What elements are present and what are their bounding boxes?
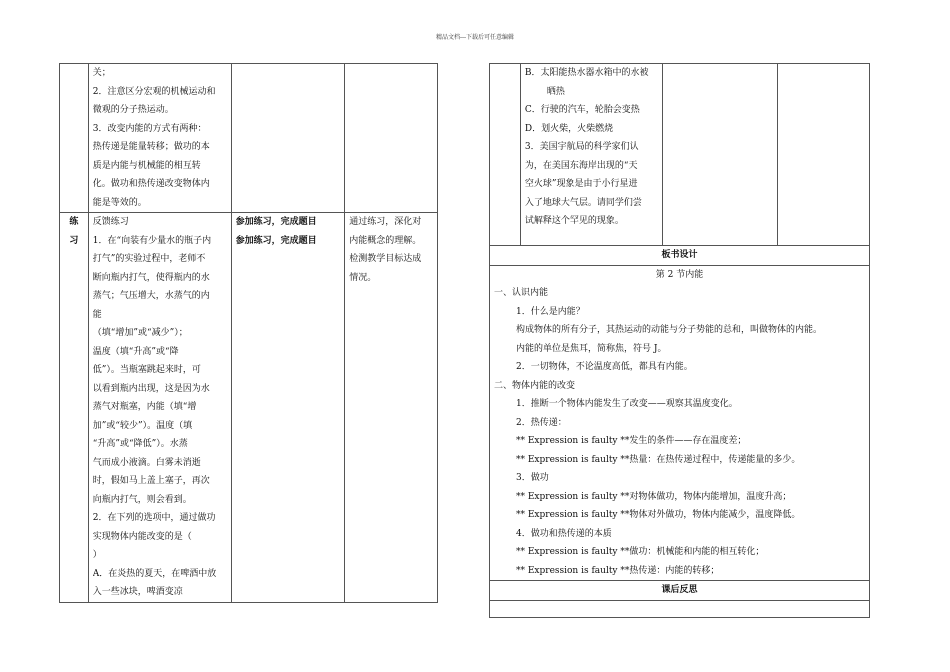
text-line: 3．改变内能的方式有两种： [92, 123, 207, 134]
board-subtitle: 第 2 节内能 [655, 269, 704, 280]
stage-label-practice: 练 习 [60, 213, 89, 603]
reflection-title: 课后反思 [490, 581, 870, 601]
design-intent-cell [345, 213, 438, 603]
page-header: 精品文档---下载后可任意编辑 [435, 34, 515, 41]
right-row1-student-cell [662, 64, 778, 246]
board-line: ** Expression is faulty **物体对外做功，物体内能减少，温度降低。 [516, 510, 801, 520]
text-line: 加”或“较少”）。温度（填 [92, 420, 193, 431]
right-row-1 [490, 64, 870, 246]
text-line: ） [92, 550, 102, 560]
left-row-2 [60, 213, 438, 603]
text-line: D．划火柴，火柴燃烧 [524, 123, 614, 134]
text-line: “升高”或“降低”）。水蒸 [92, 439, 188, 449]
text-line: 微观的分子热运动。 [92, 105, 174, 115]
board-line: 1．推断一个物体内能发生了改变——观察其温度变化。 [516, 399, 738, 409]
text-line: 以看到瓶内出现，这是因为水 [92, 383, 210, 394]
text-line: 1．在“向装有少量水的瓶子内 [92, 235, 212, 246]
text-line: 入一些冰块，啤酒变凉 [92, 587, 183, 597]
board-line: 构成物体的所有分子，其热运动的动能与分子势能的总和，叫做物体的内能。 [516, 325, 823, 335]
text-line: B．太阳能热水器水箱中的水被 [524, 68, 649, 78]
text-line: 2．注意区分宏观的机械运动和 [92, 86, 216, 97]
board-line: ** Expression is faulty **热量：在热传递过程中，传递能量的多少。 [516, 454, 801, 465]
text-line: 内能概念的理解。 [349, 235, 422, 246]
text-line: 质是内能与机械能的相互转 [92, 160, 201, 171]
reflection-title-row [490, 581, 870, 601]
text-line: （填“增加”或“减少”）； [92, 328, 188, 338]
text-line: C．行驶的汽车，轮胎会变热 [524, 105, 640, 115]
text-line: 实现物体内能改变的是（ [92, 531, 192, 542]
right-row1-stage-cell [490, 64, 521, 246]
board-line: ** Expression is faulty **做功：机械能和内能的相互转化； [516, 547, 765, 557]
board-design-content-row [490, 265, 870, 581]
reflection-content [490, 600, 870, 617]
board-line: ** Expression is faulty **热传递：内能的转移； [516, 565, 720, 576]
text-line: 时，假如马上盖上塞子，再次 [92, 476, 210, 486]
text-line: 温度（填“升高”或“降 [92, 346, 179, 357]
text-line: 热传递是能量转移；做功的本 [92, 142, 210, 152]
board-design-title: 板书设计 [490, 246, 870, 266]
left-row-1 [60, 64, 438, 213]
text-line: 反馈练习 [92, 217, 129, 227]
board-line: 内能的单位是焦耳，简称焦，符号 J。 [516, 343, 667, 354]
board-line: ** Expression is faulty **发生的条件——存在温度差； [516, 436, 747, 446]
right-row1-intent-cell [778, 64, 870, 246]
text-line: 情况。 [349, 272, 377, 283]
left-row1-content-cell [88, 64, 231, 213]
text-line: 气而成小液滴。白雾未消逝 [92, 457, 201, 468]
text-line: 化。做功和热传递改变物体内 [92, 179, 210, 189]
text-line: 晒热 [546, 86, 565, 97]
board-line: 1．什么是内能？ [516, 306, 585, 317]
practice-content-cell [88, 213, 231, 603]
text-line: 参加练习，完成题目 [235, 235, 317, 246]
board-design-title-row [490, 246, 870, 266]
text-line: 蒸气；气压增大，水蒸气的内 [92, 291, 210, 301]
board-line: 3．做功 [516, 473, 549, 483]
left-row1-intent-cell [345, 64, 438, 213]
text-line: 空火球”现象是由于小行星进 [524, 179, 638, 189]
text-line: 关； [92, 68, 111, 78]
left-row1-student-cell [231, 64, 345, 213]
board-line: ** Expression is faulty **对物体做功，物体内能增加，温度升高； [516, 491, 792, 502]
reflection-content-row [490, 600, 870, 617]
right-row1-content-cell [520, 64, 662, 246]
student-activity-cell [231, 213, 345, 603]
board-line: 一、认识内能 [494, 288, 549, 298]
text-line: 通过练习，深化对 [349, 217, 422, 227]
text-line: 能 [92, 309, 102, 320]
board-line: 4．做功和热传递的本质 [516, 528, 612, 539]
board-line: 2．热传递： [516, 417, 567, 428]
board-line: 二、物体内能的改变 [494, 380, 576, 391]
text-line: 参加练习，完成题目 [235, 217, 317, 227]
text-line: 断向瓶内打气，使得瓶内的水 [92, 272, 210, 283]
text-line: 2．在下列的选项中，通过做功 [92, 513, 216, 523]
left-row1-stage-cell [60, 64, 89, 213]
text-line: 打气”的实验过程中，老师不 [92, 254, 206, 264]
board-design-content [490, 265, 870, 581]
text-line: A．在炎热的夏天，在啤酒中放 [92, 568, 217, 579]
text-line: 试解释这个罕见的现象。 [524, 216, 624, 226]
text-line: 检测教学目标达成 [349, 254, 422, 264]
text-line: 向瓶内打气，则会看到。 [92, 494, 192, 505]
left-lesson-table [59, 63, 438, 603]
text-line: 入了地球大气层。请同学们尝 [524, 197, 642, 208]
text-line: 蒸气对瓶塞，内能（填“增 [92, 402, 197, 412]
text-line: 低”）。当瓶塞跳起来时，可 [92, 365, 201, 375]
text-line: 为，在美国东海岸出现的“天 [524, 160, 638, 171]
text-line: 能是等效的。 [92, 197, 147, 208]
text-line: 3．美国宇航局的科学家们认 [524, 142, 639, 152]
board-line: 2．一切物体，不论温度高低，都具有内能。 [516, 362, 693, 372]
right-lesson-table [489, 63, 870, 618]
